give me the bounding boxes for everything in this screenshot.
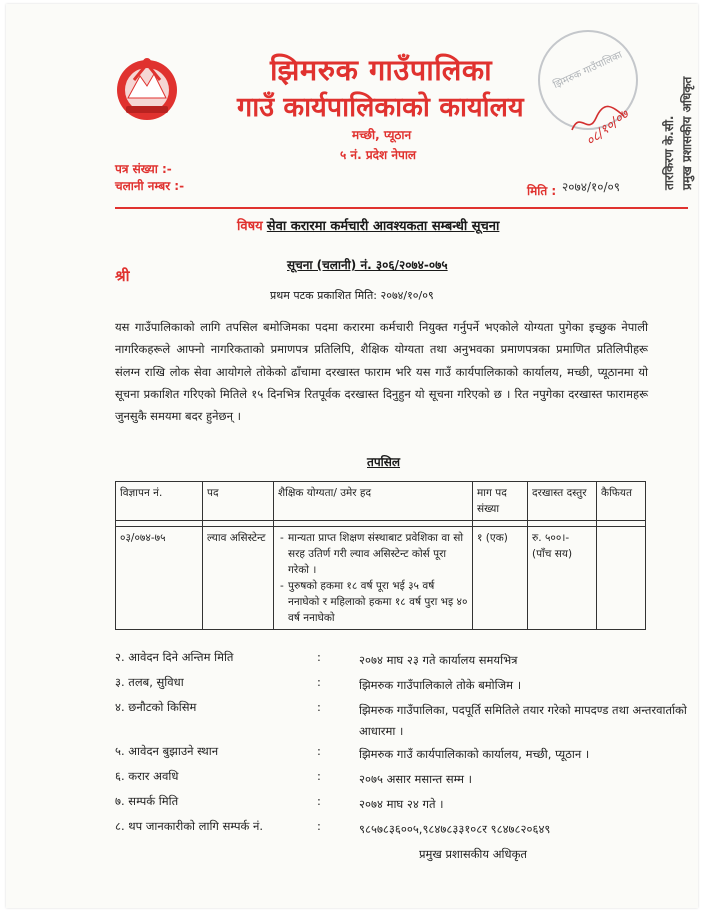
org-name-primary: झिमरुक गाउँपालिका [270, 53, 493, 87]
nepal-emblem-icon [112, 54, 182, 124]
org-province: ५ नं. प्रदेश नेपाल [340, 148, 417, 162]
detail-colon: : [317, 700, 321, 714]
detail-colon: : [317, 650, 321, 664]
dispatch-number-label: चलानी नम्बर :- [115, 179, 185, 193]
signature-scribble-icon [568, 100, 628, 140]
detail-value: २०७४ माघ २४ गते । [359, 797, 444, 811]
signatory-title-vertical: प्रमुख प्रशासकीय अधिकृत [680, 76, 694, 190]
date-label: मिति : [527, 184, 557, 198]
detail-value: २०७५ असार मसान्त सम्म । [359, 772, 472, 786]
detail-item [115, 744, 675, 764]
signatory-name-vertical: तारकिरण के.सी. [662, 115, 676, 190]
notice-body: यस गाउँपालिकाको लागि तपसिल बमोजिमका पदमा करारमा कर्मचारी नियुक्त गर्नुपर्ने भएकोले योग्यता पुगेका इच्छुक नेपाली नागरिकहरूले आफ्नो नागरिकताको प्रमाणपत्र प्रतिलिपि, शैक्षिक योग्यता तथा अनुभवका प्रमाणपत्रका प्रमाणित प्रतिलिपीहरू संलग्न राखि लोक सेवा आयोगले तोकेको ढाँचामा दरखास्त फाराम भरि यस गाउँ कार्यपालिकाको कार्यालय, मच्छी, प्यूठानमा यो सूचना प्रकाशित गरिएको मितिले १५ दिनभित्र रितपूर्वक दरखास्त दिनुहुन यो सूचना गरिएको छ । रित नपुगेका दरखास्त फारामहरू जुनसुकै समयमा बदर हुनेछन् । [115, 320, 648, 424]
ad-number-cell: ०३/०७४-७५ [116, 527, 203, 630]
detail-value: झिमरुक गाउँ कार्यपालिकाको कार्यालय, मच्छी, प्यूठान । [359, 747, 590, 761]
post-count-cell: १ (एक) [473, 527, 528, 630]
fee-amount: रु. ५००।- [532, 532, 570, 544]
detail-label: ४. छनौटको किसिम [115, 700, 197, 714]
handwritten-date: ०८/१०/०७ [583, 107, 632, 150]
fee-cell [528, 527, 597, 630]
vacancy-table [115, 481, 646, 630]
detail-value: झिमरुक गाउँपालिका, पदपूर्ति समितिले तयार गरेको मापदण्ड तथा अन्तरवार्ताको आधारमा । [359, 703, 687, 738]
detail-label: २. आवेदन दिने अन्तिम मिति [115, 650, 234, 664]
detail-item [115, 794, 675, 814]
schedule-heading: तपसिल [367, 455, 401, 469]
table-header-cell: पद [203, 482, 274, 521]
org-address: मच्छी, प्यूठान [352, 128, 412, 142]
subject-label: विषय [237, 219, 263, 234]
detail-colon: : [317, 819, 321, 833]
date-value: २०७४/१०/०९ [562, 180, 621, 194]
qualification-cell [274, 527, 473, 630]
detail-label: ७. सम्पर्क मिति [115, 794, 179, 808]
post-cell: ल्याव असिस्टेन्ट [203, 527, 274, 630]
detail-colon: : [317, 744, 321, 758]
remarks-cell [597, 527, 646, 630]
detail-label: ३. तलब, सुविधा [115, 675, 184, 689]
signatory-title: प्रमुख प्रशासकीय अधिकृत [419, 847, 527, 861]
first-published-date: प्रथम पटक प्रकाशित मिति: २०७४/१०/०९ [270, 289, 434, 302]
detail-colon: : [317, 769, 321, 783]
detail-colon: : [317, 794, 321, 808]
detail-value: ९८५७८३६००५,९८४७८३३१०८र ९८४७८२०६४९ [359, 822, 551, 836]
detail-label: ८. थप जानकारीको लागि सम्पर्क नं. [115, 819, 264, 833]
header-divider [115, 207, 688, 209]
detail-item [115, 769, 675, 789]
detail-item [115, 700, 687, 738]
notice-number: सूचना (चलानी) नं. ३०६/२०७४-०७५ [287, 258, 448, 272]
table-header-row [116, 482, 646, 521]
subject-text: सेवा करारमा कर्मचारी आवश्यकता सम्बन्धी सूचना [266, 219, 500, 234]
detail-item [115, 650, 675, 670]
stamp-text: झिमरुक गाउँपालिका [551, 49, 625, 92]
letter-number-label: पत्र संख्या :- [115, 162, 172, 176]
detail-label: ६. करार अवधि [115, 769, 179, 783]
qualification-age: - पुरुषको हकमा १८ वर्ष पूरा भई ३५ वर्ष ननाघेको र महिलाको हकमा १८ वर्ष पुरा भइ ४० वर्ष ननाघेको [288, 578, 468, 626]
table-row [116, 527, 646, 630]
detail-item [115, 819, 675, 839]
subject-line [237, 216, 499, 234]
table-header-cell: माग पद संख्या [473, 482, 528, 521]
detail-colon: : [317, 675, 321, 689]
org-name-secondary: गाउँ कार्यपालिकाको कार्यालय [237, 92, 524, 123]
table-header-cell: कैफियत [597, 482, 646, 521]
detail-label: ५. आवेदन बुझाउने स्थान [115, 744, 219, 758]
detail-item [115, 675, 675, 695]
salutation: श्री [115, 267, 130, 285]
fee-words: (पाँच सय) [532, 548, 573, 560]
detail-value: झिमरुक गाउँपालिकाले तोके बमोजिम । [359, 678, 522, 692]
detail-value: २०७४ माघ २३ गते कार्यालय समयभित्र [359, 653, 518, 667]
qualification-education: - मान्यता प्राप्त शिक्षण संस्थाबाट प्रवेशिका वा सो सरह उतिर्ण गरी ल्याव असिस्टेन्ट कोर्स पूरा गरेको । [288, 530, 468, 578]
table-header-cell: दरखास्त दस्तुर [528, 482, 597, 521]
table-header-cell: शैक्षिक योग्यता/ उमेर हद [274, 482, 473, 521]
table-header-cell: विज्ञापन नं. [116, 482, 203, 521]
